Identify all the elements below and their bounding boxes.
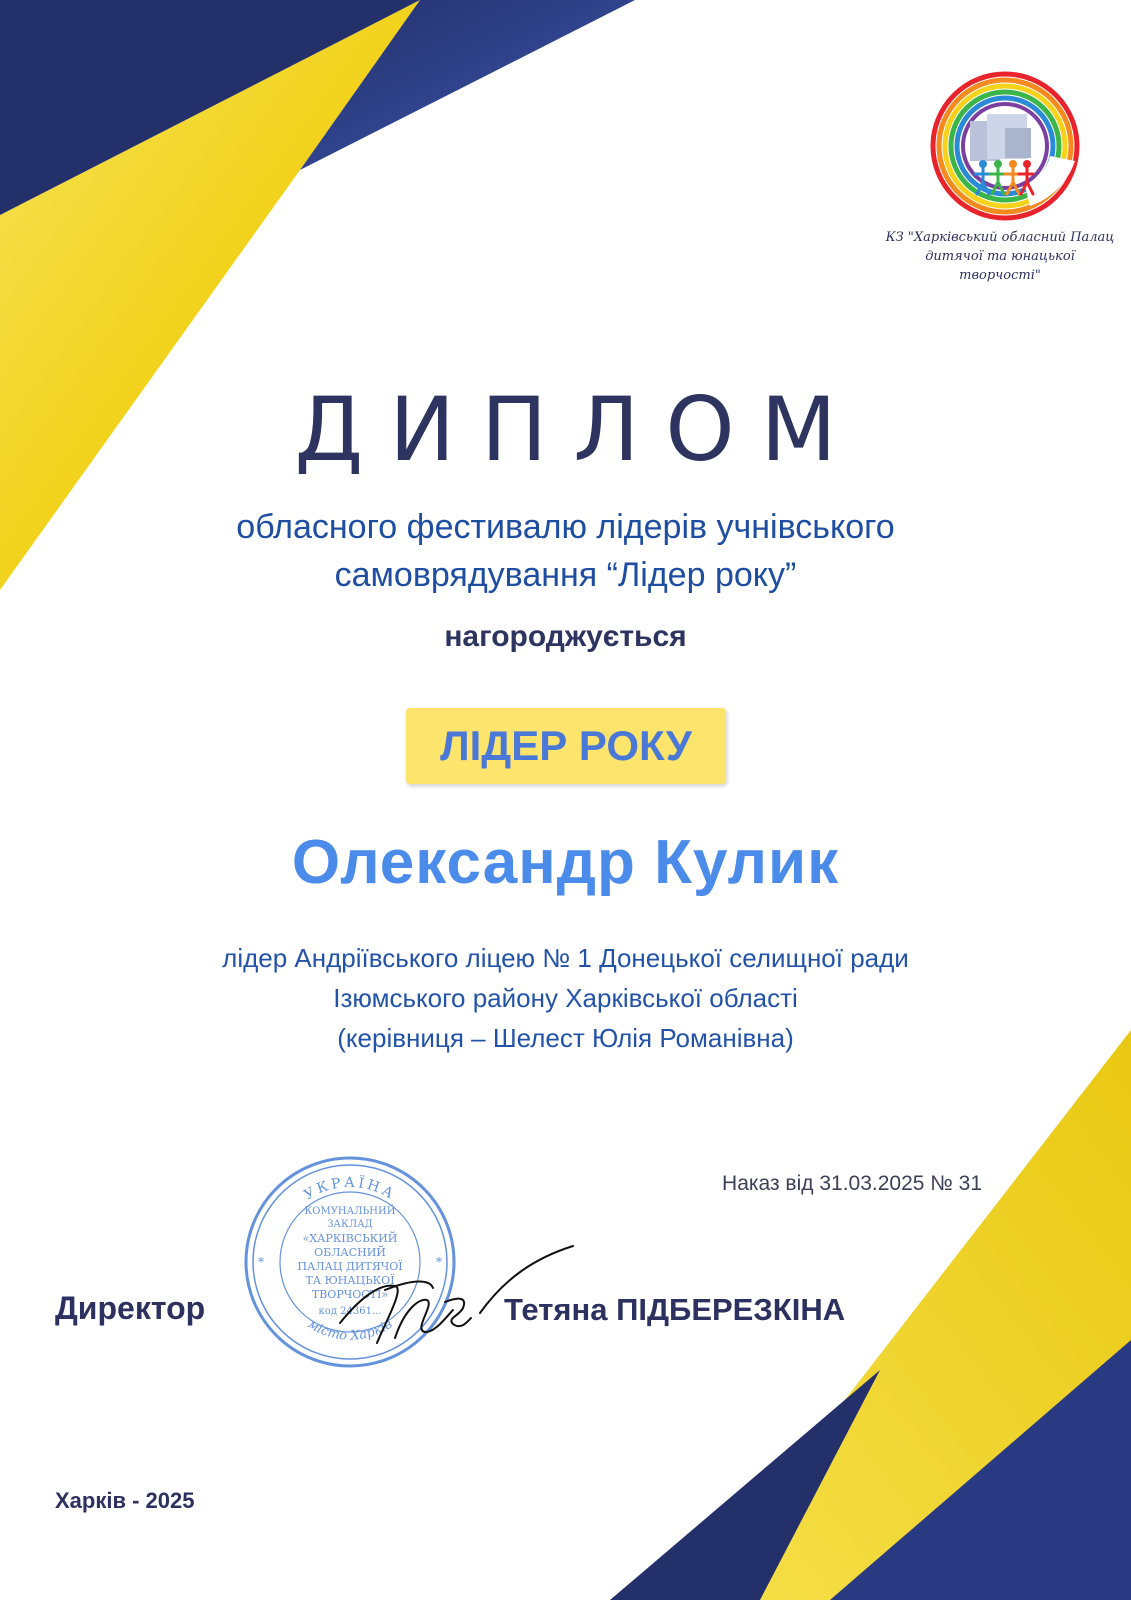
organization-caption-line: дитячої та юнацької	[925, 249, 1075, 264]
details-line: (керівниця – Шелест Юлія Романівна)	[337, 1023, 794, 1053]
recipient-name: Олександр Кулик	[291, 828, 840, 897]
svg-text:«ХАРКІВСЬКИЙ: «ХАРКІВСЬКИЙ	[302, 1232, 398, 1245]
details-line: лідер Андріївського ліцею № 1 Донецької селищної ради	[222, 943, 909, 973]
place-and-year: Харків - 2025	[55, 1488, 195, 1513]
festival-line: самоврядування “Лідер року”	[334, 556, 797, 594]
svg-text:код 24361...: код 24361...	[318, 1306, 382, 1317]
svg-text:*: *	[436, 1255, 442, 1269]
svg-text:ТА ЮНАЦЬКОЇ: ТА ЮНАЦЬКОЇ	[305, 1274, 395, 1287]
svg-text:ЗАКЛАД: ЗАКЛАД	[327, 1219, 373, 1230]
signer-name: Тетяна ПІДБЕРЕЗКІНА	[504, 1292, 846, 1327]
organization-caption	[870, 228, 1130, 285]
festival-description	[0, 503, 1131, 599]
order-reference: Наказ від 31.03.2025 № 31	[722, 1172, 982, 1195]
rainbow-logo-icon	[925, 66, 1085, 226]
festival-line: обласного фестивалю лідерів учнівського	[236, 508, 895, 546]
organization-caption-line: КЗ "Харківський обласний Палац	[885, 230, 1115, 245]
organization-caption-line: творчості"	[959, 268, 1041, 283]
svg-text:ОБЛАСНИЙ: ОБЛАСНИЙ	[314, 1246, 386, 1259]
diploma-title: ДИПЛОМ	[294, 378, 863, 481]
svg-text:ТВОРЧОСТІ»: ТВОРЧОСТІ»	[311, 1288, 389, 1301]
svg-text:КОМУНАЛЬНИЙ: КОМУНАЛЬНИЙ	[304, 1206, 396, 1217]
details-line: Ізюмського району Харківської області	[333, 983, 798, 1013]
signer-position: Директор	[55, 1290, 206, 1326]
svg-text:ПАЛАЦ ДИТЯЧОЇ: ПАЛАЦ ДИТЯЧОЇ	[297, 1260, 403, 1273]
svg-text:*: *	[258, 1255, 264, 1269]
svg-text:УКРАЇНА: УКРАЇНА	[301, 1174, 399, 1204]
awarded-text: нагороджується	[444, 620, 687, 653]
svg-text:місто Харків: місто Харків	[304, 1316, 396, 1344]
nomination-badge: ЛІДЕР РОКУ	[406, 708, 726, 784]
recipient-details	[0, 938, 1131, 1058]
